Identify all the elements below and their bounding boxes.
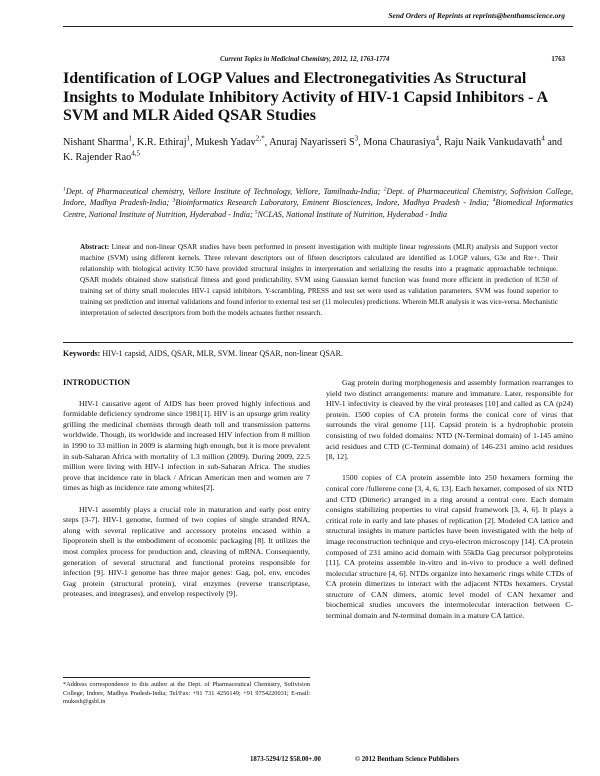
author-affiliation-mark: 4 bbox=[541, 134, 545, 143]
author-name: Mona Chaurasiya bbox=[363, 137, 436, 148]
header-rule-top bbox=[63, 26, 573, 27]
footnote-rule bbox=[63, 677, 310, 678]
reprints-notice: Send Orders of Reprints at reprints@benthamscience.org bbox=[388, 11, 565, 20]
affiliation-text: Dept. of Pharmaceutical chemistry, Vellore Institute of Technology, Vellore, Tamilnadu-India; bbox=[65, 187, 384, 196]
left-column bbox=[63, 378, 310, 600]
affiliations bbox=[63, 186, 573, 220]
abstract-label: Abstract: bbox=[80, 243, 110, 251]
body-paragraph: Gag protein during morphogenesis and assembly formation rearranges to yield two distinct arrangements: mature and immature. Later, responsible for HIV-1 infectivity is cleaved by the viral proteases [10] and called as CA (p24) protein. 1500 copies of CA protein forms the conical core of virus that surrounds the viral genome [11]. Capsid protein is a hydrophobic protein consisting of two folded domains: NTD (N-Terminal domain) of 1-145 amino acid residues and CTD (C-Terminal domain) of 146-231 amino acid residues [8, 12]. bbox=[326, 378, 573, 462]
journal-reference: Current Topics in Medicinal Chemistry, 2012, 12, 1763-1774 bbox=[220, 56, 390, 63]
affiliation-text: NCLAS, National Institute of Nutrition, Hyderabad - India bbox=[257, 209, 448, 219]
author-affiliation-mark: 2,* bbox=[255, 134, 265, 143]
affiliation-mark: 5 bbox=[254, 209, 258, 216]
right-column bbox=[326, 378, 573, 622]
author-affiliation-mark: 1 bbox=[128, 134, 132, 143]
affiliation-text: Bioinformatics Research Laboratory, Eminent Biosciences, Indore, Madhya Pradesh - India; bbox=[175, 198, 493, 208]
author-list: Nishant Sharma$^1$, K.R. Ethiraj$^1$, Mukesh Yadav$^{2,*}$, Anuraj Nayarisseri $S^3$, Mona Chaurasiya$^4$, Raju Naik Vankudavath$^4$ and K. Rajender Rao$^{4,5}$ bbox=[63, 134, 563, 163]
section-heading-introduction: INTRODUCTION bbox=[63, 378, 131, 387]
author-name: Mukesh Yadav bbox=[195, 137, 256, 148]
author-name: K.R. Ethiraj bbox=[137, 137, 187, 148]
affiliation-mark: 4 bbox=[492, 197, 496, 204]
keywords-text: HIV-1 capsid, AIDS, QSAR, MLR, SVM. linear QSAR, non-linear QSAR. bbox=[102, 349, 343, 358]
affiliation-mark: 3 bbox=[172, 197, 176, 204]
body-paragraph: HIV-1 assembly plays a crucial role in maturation and early post entry steps [3-7]. HIV-1 genome, formed of two copies of single stranded RNA, along with several replicative and accessory proteins encased within a lipoprotein shell is the embodiment of economic packaging [8]. It utilizes the most complex process for production and, cleaving of mRNA. Consequently, generation of several structural and functional proteins responsible for infection [9]. HIV-1 genome has three major genes: Gag, pol, env, encodes Gag protein (structural protein), viral enzymes (reverse transcriptase, proteases, and integrases), and envelop respectively [9]. bbox=[63, 504, 310, 599]
abstract bbox=[80, 242, 558, 319]
abstract-rule bbox=[63, 342, 573, 343]
author-name: Anuraj Nayarisseri S bbox=[269, 137, 355, 148]
author-name: Nishant Sharma bbox=[63, 137, 129, 148]
correspondence-footnote: *Address correspondence to this author at the Dept. of Pharmaceutical Chemistry, Sofivision College, Indore, Madhya Pradesh-India; Tel/Fax: +91 731 4256149; +91 9754220031; E-mail: mukesh@gsbl.in bbox=[63, 681, 310, 706]
abstract-text: Linear and non-linear QSAR studies have been performed in present investigation with multiple linear regressions (MLR) analysis and Support vector machine (SVM) using different kernels. Three relevant descriptors out of fifteen descriptors calculated are identified as LOGP values, G3e and Rte+. Their relationship with biological activity IC50 have provided structural insights in interpretation and serializing the results into a pragmatic approachable technique. QSAR models obtained show statistical fitness and good predictability. SVM using Gaussian kernel function was found more efficient in prediction of IC50 of training set of thirty small molecules HIV-1 capsid inhibitors. Y-scrambling, PRESS and test set were used as validation parameters. SVM was found superior to training set prediction and internal validations and found inferior to external test set (11 molecules) predictions. Wherein MLR analysis it was vice-versa. Mechanistic interpretation of selected descriptors from both the models actuates further research. bbox=[80, 243, 559, 317]
affiliation-mark: 2 bbox=[383, 186, 387, 193]
author-affiliation-mark: 3 bbox=[354, 134, 359, 143]
body-paragraph: 1500 copies of CA protein assemble into 250 hexamers forming the conical core /fullerene cone [3, 4, 6, 13]. Each hexamer, composed of six NTD and CTD (Dimeric) arranged in a ring around a central core. Each domain consigns stabilizing properties to viral capsid framework [3, 4, 6]. It plays a critical role in early and late phases of replication [2]. Modeled CA lattice and structural insights in mature particles have been investigated with the help of image reconstruction technique and cryo-electron microscopy [14]. CA protein composed of 231 amino acid domain with 55kDa Gag precursor polyproteins [11]. CA proteins assemble in-vitro and in-vivo to produce a well defined molecular structure [4, 6]. NTDs organize into hexameric rings while CTDs of CA protein dimerizes to interact with the adjacent NTDs hexamers. Crystal structure of CAN dimers, atomic level model of CAN hexamer and biochemical studies uncovers the intermolecular interaction between C-terminal domain and N-terminal domain in a mature CA lattice. bbox=[326, 473, 573, 621]
article-title: Identification of LOGP Values and Electronegativities As Structural Insights to Modulate Inhibitory Activity of HIV-1 Capsid Inhibitors - A SVM and MLR Aided QSAR Studies bbox=[63, 70, 548, 124]
keywords-label: Keywords: bbox=[63, 349, 101, 358]
author-affiliation-mark: 1 bbox=[186, 134, 191, 143]
author-affiliation-mark: 4 bbox=[435, 134, 440, 143]
keywords bbox=[63, 349, 573, 358]
copyright: © 2012 Bentham Science Publishers bbox=[355, 756, 460, 763]
author-affiliation-mark: 4,5 bbox=[131, 149, 141, 158]
issn-price: 1873-5294/12 $58.00+.00 bbox=[250, 756, 321, 763]
affiliation-mark: 1 bbox=[63, 186, 66, 193]
affiliation-text: Dept. of Pharmaceutical Chemistry, Sofivision College, Indore, Madhya Pradesh-India; bbox=[63, 187, 573, 208]
page-number: 1763 bbox=[551, 56, 565, 63]
author-name: K. Rajender Rao bbox=[63, 152, 132, 163]
body-paragraph: HIV-1 causative agent of AIDS has been proved highly infectious and formidable deficiency syndrome since 1981[1]. HIV is an upsurge grim reality grilling the medicinal chemists through death toll and transmission patterns worldwide. Though, its worldwide and increased HIV infection from 8 million in 1990 to 33 million in 2009 is alarming high enough, but it is more prevalent in sub-Saharan Africa with mortality of 1.3 million (2009). During 2009, 22.5 million were living with HIV-1 infection in sub-Saharan Africa. The studies prove that incidence rate in black / African American men and women are 7 times as high as incidence rate among whites[2]. bbox=[63, 398, 310, 493]
author-name: Raju Naik Vankudavath bbox=[444, 137, 542, 148]
affiliation-text: Biomedical Informatics Centre, National Institute of Nutrition, Hyderabad - India; bbox=[63, 198, 573, 219]
